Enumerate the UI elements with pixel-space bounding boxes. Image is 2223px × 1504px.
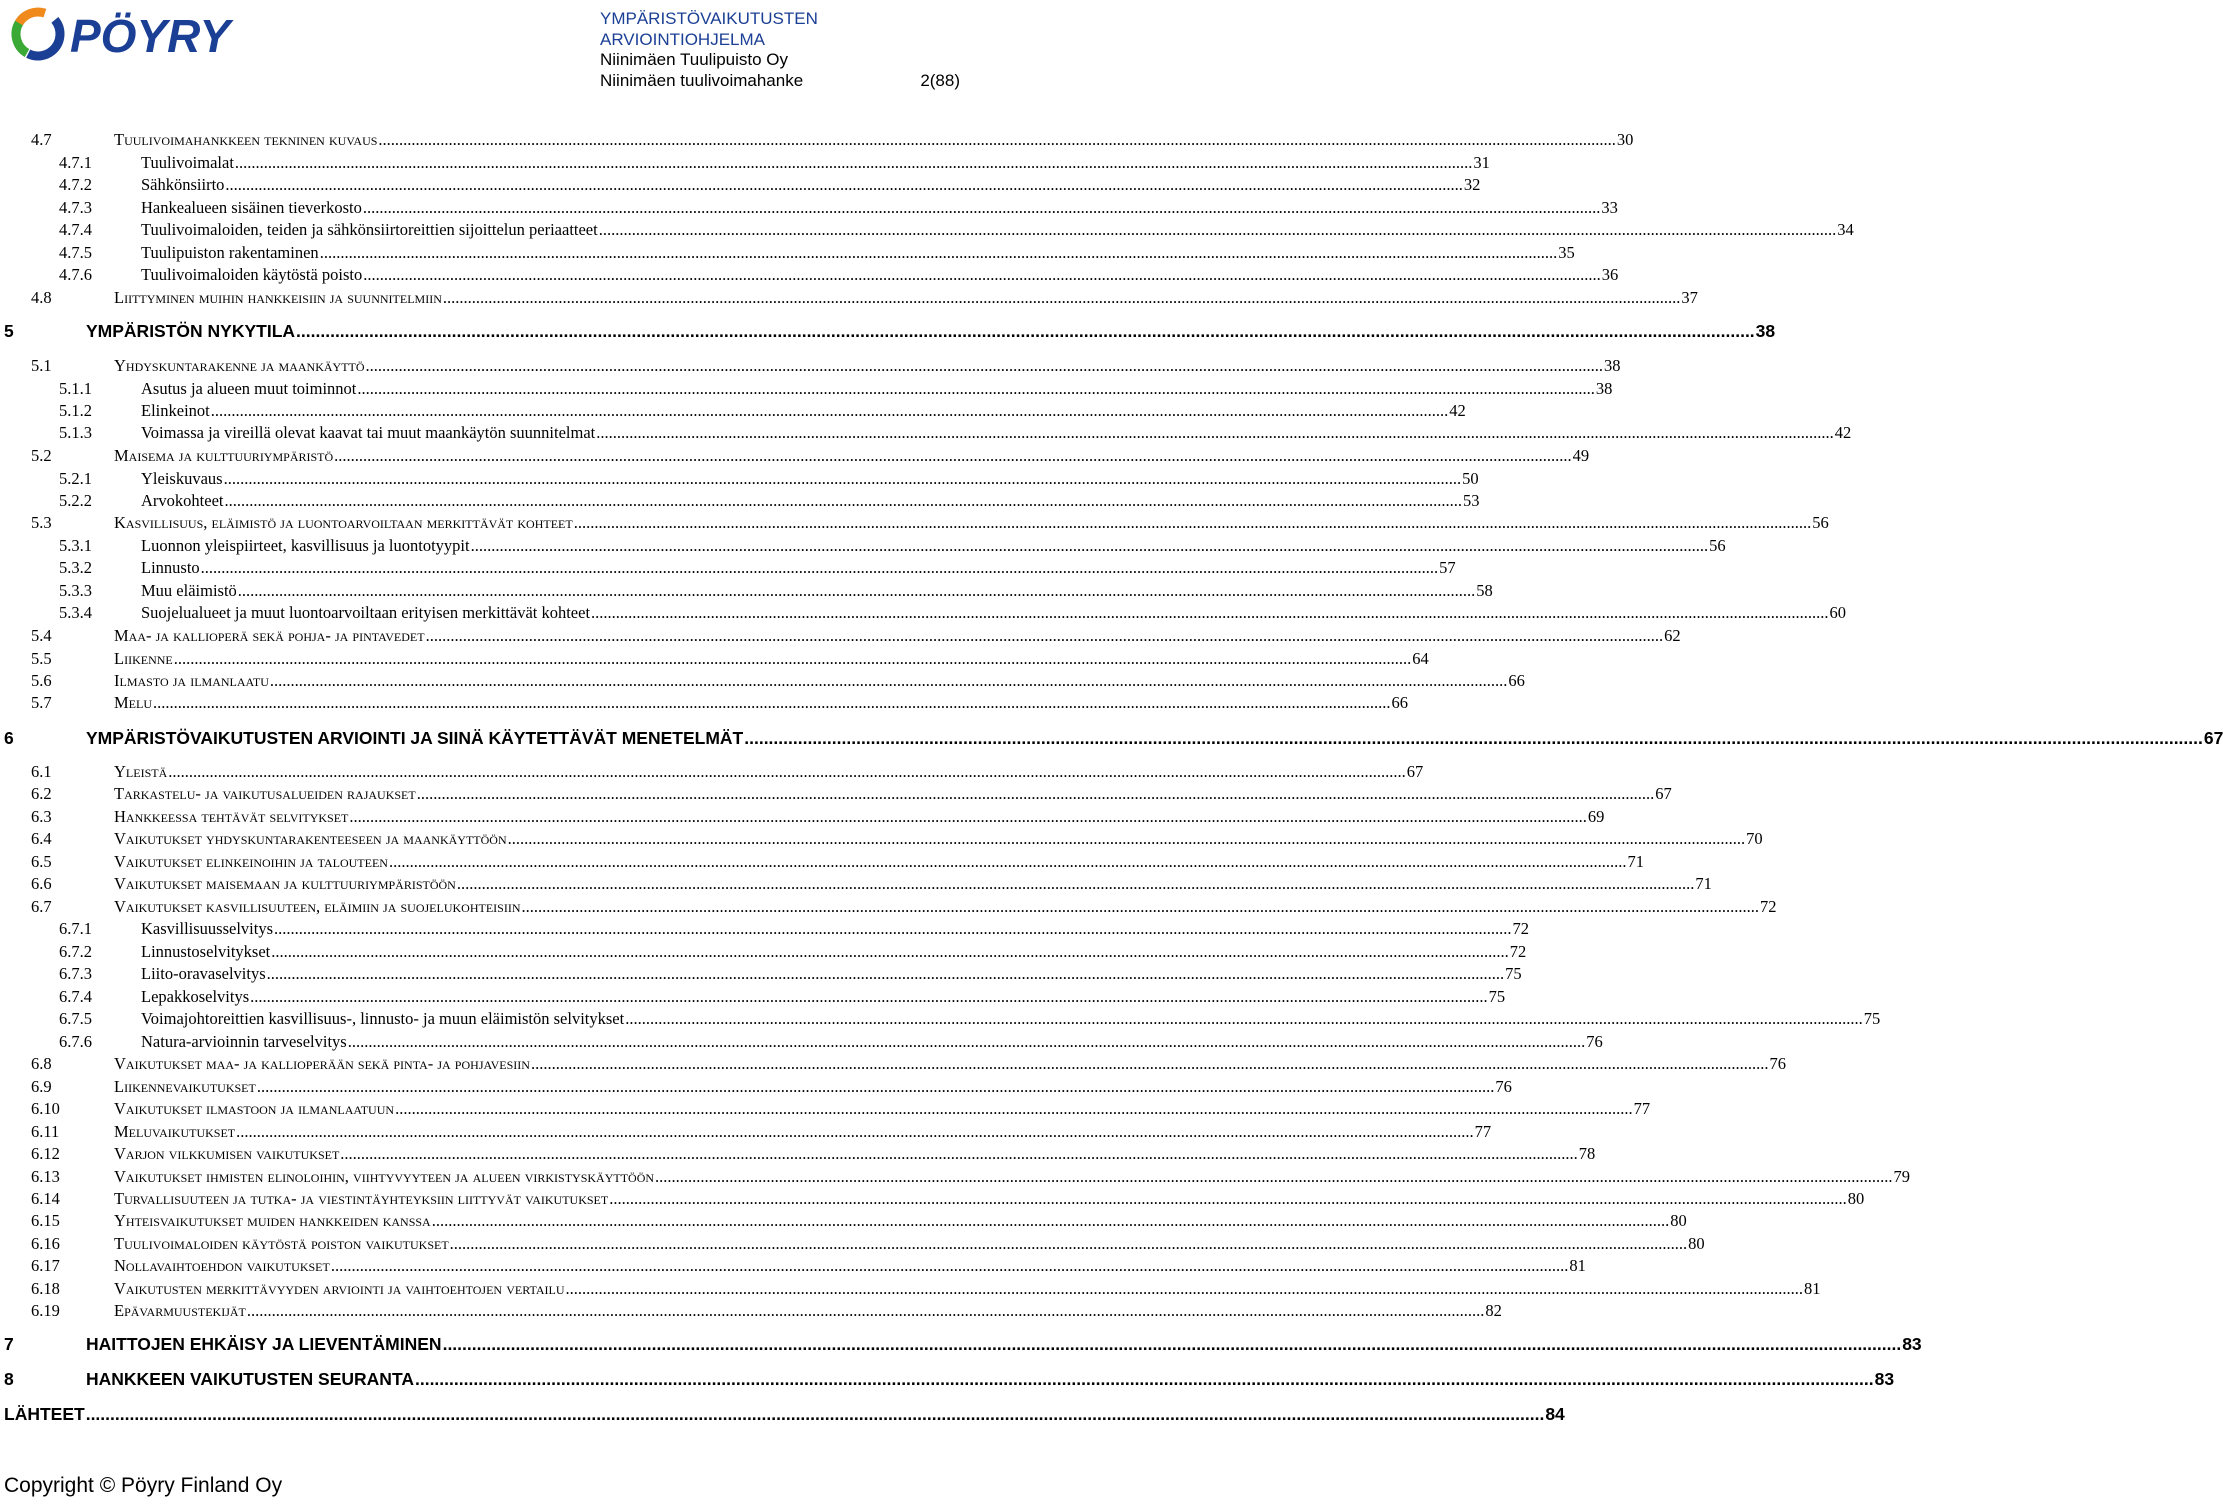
- toc-title: Maisema ja kulttuuriympäristö: [114, 446, 334, 465]
- toc-entry[interactable]: [0, 1009, 1881, 1031]
- toc-leader-dots: ............................................................................................................................................................................................................................................................................................................: [625, 1009, 1863, 1028]
- toc-leader-dots: ............................................................................................................................................................................................................................................................................................................: [395, 1099, 1633, 1118]
- toc-page-number: 64: [1412, 649, 1429, 668]
- toc-page-number: 75: [1863, 1009, 1881, 1028]
- toc-title: Luonnon yleispiirteet, kasvillisuus ja luontotyypit: [141, 536, 470, 555]
- toc-page-number: 80: [1847, 1189, 1865, 1208]
- toc-entry[interactable]: [0, 626, 1681, 648]
- toc-title: Elinkeinot: [141, 401, 210, 420]
- toc-number: 5.7: [31, 693, 52, 712]
- toc-page-number: 84: [1545, 1404, 1565, 1424]
- toc-page-number: 77: [1633, 1099, 1651, 1118]
- poyry-logo: [12, 6, 274, 62]
- toc-leader-dots: ............................................................................................................................................................................................................................................................................................................: [224, 491, 1462, 510]
- toc-leader-dots: ............................................................................................................................................................................................................................................................................................................: [330, 1256, 1569, 1275]
- toc-entry[interactable]: [0, 491, 1480, 513]
- toc-page-number: 71: [1695, 874, 1712, 893]
- toc-leader-dots: ............................................................................................................................................................................................................................................................................................................: [598, 220, 1837, 239]
- toc-entry[interactable]: [0, 1334, 1922, 1356]
- toc-number: 6.7.4: [59, 987, 92, 1006]
- toc-entry[interactable]: [0, 603, 1847, 625]
- toc-entry[interactable]: [0, 321, 1776, 343]
- page-header: [0, 0, 960, 100]
- toc-number: 5.3.3: [59, 581, 92, 600]
- toc-page-number: 77: [1474, 1122, 1492, 1141]
- toc-leader-dots: ............................................................................................................................................................................................................................................................................................................: [210, 401, 1449, 420]
- toc-entry[interactable]: [0, 649, 1429, 671]
- toc-title: Tuulivoimahankkeen tekninen kuvaus: [114, 130, 378, 149]
- toc-title: Lepakkoselvitys: [141, 987, 250, 1006]
- toc-entry[interactable]: [0, 1256, 1586, 1278]
- toc-entry[interactable]: [0, 401, 1466, 423]
- toc-page-number: 80: [1688, 1234, 1705, 1253]
- toc-title: Suojelualueet ja muut luontoarvoiltaan erityisen merkittävät kohteet: [141, 603, 591, 622]
- toc-page-number: 31: [1473, 153, 1490, 172]
- toc-leader-dots: ............................................................................................................................................................................................................................................................................................................: [223, 469, 1462, 488]
- toc-title: Yhteisvaikutukset muiden hankkeiden kanssa: [114, 1211, 431, 1230]
- toc-entry[interactable]: [0, 243, 1575, 265]
- toc-page-number: 66: [1391, 693, 1408, 712]
- toc-title: Linnustoselvitykset: [141, 942, 271, 961]
- toc-leader-dots: ............................................................................................................................................................................................................................................................................................................: [246, 1301, 1485, 1320]
- toc-page-number: 56: [1709, 536, 1726, 555]
- toc-number: 7: [4, 1334, 14, 1354]
- toc-entry[interactable]: [0, 874, 1712, 896]
- toc-number: 5: [4, 321, 14, 341]
- toc-page-number: 82: [1485, 1301, 1502, 1320]
- toc-number: 4.7.6: [59, 265, 92, 284]
- toc-number: 5.2.2: [59, 491, 92, 510]
- toc-title: Vaikutukset maa- ja kallioperään sekä pinta- ja pohjavesiin: [114, 1054, 530, 1073]
- toc-number: 4.7.2: [59, 175, 92, 194]
- toc-page-number: 67: [1406, 762, 1424, 781]
- toc-leader-dots: ............................................................................................................................................................................................................................................................................................................: [609, 1189, 1847, 1208]
- toc-leader-dots: ............................................................................................................................................................................................................................................................................................................: [271, 942, 1509, 961]
- toc-title: Vaikutusten merkittävyyden arviointi ja vaihtoehtojen vertailu: [114, 1279, 565, 1298]
- toc-number: 8: [4, 1369, 14, 1389]
- toc-number: 6.7: [31, 897, 52, 916]
- toc-leader-dots: ............................................................................................................................................................................................................................................................................................................: [200, 558, 1439, 577]
- toc-page-number: 67: [1655, 784, 1672, 803]
- toc-leader-dots: ............................................................................................................................................................................................................................................................................................................: [236, 1122, 1474, 1141]
- toc-page-number: 36: [1601, 265, 1619, 284]
- toc-leader-dots: ............................................................................................................................................................................................................................................................................................................: [388, 852, 1627, 871]
- toc-entry[interactable]: [0, 198, 1618, 220]
- toc-number: 6.16: [31, 1234, 60, 1253]
- toc-number: 6.9: [31, 1077, 52, 1096]
- toc-leader-dots: ............................................................................................................................................................................................................................................................................................................: [573, 513, 1812, 532]
- toc-number: 5.1.2: [59, 401, 92, 420]
- toc-number: 5.5: [31, 649, 52, 668]
- toc-title: Hankkeessa tehtävät selvitykset: [114, 807, 349, 826]
- toc-number: 6.10: [31, 1099, 60, 1118]
- toc-title: Tarkastelu- ja vaikutusalueiden rajaukset: [114, 784, 416, 803]
- toc-title: Epävarmuustekijät: [114, 1301, 246, 1320]
- toc-leader-dots: ............................................................................................................................................................................................................................................................................................................: [655, 1167, 1893, 1186]
- toc-title: Liikenne: [114, 649, 173, 668]
- toc-page-number: 76: [1495, 1077, 1512, 1096]
- toc-leader-dots: ............................................................................................................................................................................................................................................................................................................: [334, 446, 1572, 465]
- toc-title: Maa- ja kallioperä sekä pohja- ja pintavedet: [114, 626, 425, 645]
- toc-title: Liito-oravaselvitys: [141, 964, 266, 983]
- toc-entry[interactable]: [0, 852, 1644, 874]
- toc-entry[interactable]: [0, 1054, 1786, 1076]
- toc-page-number: 71: [1627, 852, 1644, 871]
- toc-leader-dots: ............................................................................................................................................................................................................................................................................................................: [442, 1334, 1902, 1354]
- toc-title: HANKKEEN VAIKUTUSTEN SEURANTA: [86, 1369, 414, 1389]
- toc-page-number: 79: [1893, 1167, 1911, 1186]
- toc-number: 4.7.1: [59, 153, 92, 172]
- page-number: 2(88): [920, 70, 960, 90]
- toc-number: 6.17: [31, 1256, 60, 1275]
- toc-page-number: 38: [1755, 321, 1776, 341]
- toc-page-number: 80: [1670, 1211, 1687, 1230]
- toc-number: 5.1.3: [59, 423, 92, 442]
- toc-title: Ilmasto ja ilmanlaatu: [114, 671, 269, 690]
- toc-leader-dots: ............................................................................................................................................................................................................................................................................................................: [591, 603, 1829, 622]
- toc-number: 5.6: [31, 671, 52, 690]
- toc-number: 4.7: [31, 130, 52, 149]
- toc-entry[interactable]: [0, 1032, 1603, 1054]
- toc-entry[interactable]: [0, 1144, 1596, 1166]
- toc-entry[interactable]: [0, 942, 1527, 964]
- toc-title: Nollavaihtoehdon vaikutukset: [114, 1256, 330, 1275]
- toc-page-number: 70: [1746, 829, 1763, 848]
- toc-entry[interactable]: [0, 1077, 1512, 1099]
- toc-entry[interactable]: [0, 693, 1408, 715]
- toc-leader-dots: ............................................................................................................................................................................................................................................................................................................: [296, 321, 1755, 341]
- toc-title: Voimassa ja vireillä olevat kaavat tai muut maankäytön suunnitelmat: [141, 423, 596, 442]
- toc-page-number: 37: [1681, 288, 1698, 307]
- toc-title: Hankealueen sisäinen tieverkosto: [141, 198, 362, 217]
- toc-leader-dots: ............................................................................................................................................................................................................................................................................................................: [85, 1404, 1545, 1424]
- toc-leader-dots: ............................................................................................................................................................................................................................................................................................................: [416, 784, 1655, 803]
- toc-page-number: 75: [1488, 987, 1506, 1006]
- toc-leader-dots: ............................................................................................................................................................................................................................................................................................................: [269, 671, 1508, 690]
- toc-leader-dots: ............................................................................................................................................................................................................................................................................................................: [442, 288, 1681, 307]
- toc-page-number: 38: [1595, 379, 1613, 398]
- toc-title: Tuulivoimalat: [141, 153, 234, 172]
- toc-leader-dots: ............................................................................................................................................................................................................................................................................................................: [173, 649, 1412, 668]
- toc-entry[interactable]: [0, 1189, 1865, 1211]
- toc-number: 6.8: [31, 1054, 52, 1073]
- toc-title: Yhdyskuntarakenne ja maankäyttö: [114, 356, 365, 375]
- toc-leader-dots: ............................................................................................................................................................................................................................................................................................................: [449, 1234, 1688, 1253]
- toc-page-number: 76: [1586, 1032, 1603, 1051]
- toc-title: YMPÄRISTÖVAIKUTUSTEN ARVIOINTI JA SIINÄ KÄYTETTÄVÄT MENETELMÄT: [86, 728, 744, 748]
- toc-number: 6.19: [31, 1301, 60, 1320]
- toc-entry[interactable]: [0, 1211, 1687, 1233]
- toc-entry[interactable]: [0, 919, 1530, 941]
- toc-page-number: 33: [1601, 198, 1618, 217]
- toc-number: 5.3.2: [59, 558, 92, 577]
- toc-entry[interactable]: [0, 1099, 1651, 1121]
- toc-page-number: 62: [1664, 626, 1681, 645]
- toc-entry[interactable]: [0, 558, 1456, 580]
- toc-entry[interactable]: [0, 175, 1481, 197]
- toc-entry[interactable]: [0, 762, 1424, 784]
- toc-leader-dots: ............................................................................................................................................................................................................................................................................................................: [414, 1369, 1874, 1389]
- toc-page-number: 42: [1449, 401, 1466, 420]
- toc-entry[interactable]: [0, 356, 1621, 378]
- toc-title: Vaikutukset yhdyskuntarakenteeseen ja maankäyttöön: [114, 829, 507, 848]
- toc-title: Liikennevaikutukset: [114, 1077, 256, 1096]
- company-name: Niinimäen Tuulipuisto Oy: [600, 50, 789, 69]
- toc-entry[interactable]: [0, 265, 1619, 287]
- toc-number: 6.4: [31, 829, 52, 848]
- toc-title: Kasvillisuus, eläimistö ja luontoarvoiltaan merkittävät kohteet: [114, 513, 573, 532]
- toc-entry[interactable]: [0, 897, 1777, 919]
- toc-title: Tuulivoimaloiden käytöstä poiston vaikutukset: [114, 1234, 449, 1253]
- toc-page-number: 72: [1509, 942, 1527, 961]
- toc-number: 5.2.1: [59, 469, 92, 488]
- toc-leader-dots: ............................................................................................................................................................................................................................................................................................................: [225, 175, 1463, 194]
- toc-page-number: 60: [1829, 603, 1847, 622]
- toc-entry[interactable]: [0, 1122, 1492, 1144]
- toc-title: HAITTOJEN EHKÄISY JA LIEVENTÄMINEN: [86, 1334, 442, 1354]
- toc-entry[interactable]: [0, 987, 1506, 1009]
- toc-leader-dots: ............................................................................................................................................................................................................................................................................................................: [365, 356, 1604, 375]
- toc-number: 4.7.5: [59, 243, 92, 262]
- toc-leader-dots: ............................................................................................................................................................................................................................................................................................................: [456, 874, 1695, 893]
- toc-page-number: 30: [1616, 130, 1634, 149]
- toc-title: Tuulipuiston rakentaminen: [141, 243, 319, 262]
- toc-page-number: 75: [1505, 964, 1522, 983]
- toc-page-number: 78: [1578, 1144, 1596, 1163]
- doc-title-line2: ARVIOINTIOHJELMA: [600, 29, 765, 49]
- toc-number: 6.7.5: [59, 1009, 92, 1028]
- toc-number: 6.7.1: [59, 919, 92, 938]
- toc-number: 5.1.1: [59, 379, 92, 398]
- toc-number: 6.7.6: [59, 1032, 92, 1051]
- toc-page-number: 49: [1572, 446, 1590, 465]
- doc-title-line1: YMPÄRISTÖVAIKUTUSTEN: [600, 9, 818, 28]
- toc-number: 5.3.4: [59, 603, 92, 622]
- toc-entry[interactable]: [0, 220, 1854, 242]
- toc-entry[interactable]: [0, 1301, 1502, 1323]
- toc-entry[interactable]: [0, 1167, 1911, 1189]
- toc-title: Vaikutukset kasvillisuuteen, eläimiin ja suojelukohteisiin: [114, 897, 521, 916]
- toc-leader-dots: ............................................................................................................................................................................................................................................................................................................: [250, 987, 1488, 1006]
- toc-page-number: 50: [1462, 469, 1479, 488]
- toc-leader-dots: ............................................................................................................................................................................................................................................................................................................: [256, 1077, 1495, 1096]
- toc-leader-dots: ............................................................................................................................................................................................................................................................................................................: [168, 762, 1406, 781]
- toc-entry[interactable]: [0, 288, 1698, 310]
- toc-leader-dots: ............................................................................................................................................................................................................................................................................................................: [431, 1211, 1670, 1230]
- toc-page-number: 38: [1604, 356, 1621, 375]
- toc-entry[interactable]: [0, 829, 1763, 851]
- toc-title: Vaikutukset ilmastoon ja ilmanlaatuun: [114, 1099, 395, 1118]
- toc-entry[interactable]: [0, 964, 1522, 986]
- toc-leader-dots: ............................................................................................................................................................................................................................................................................................................: [521, 897, 1759, 916]
- toc-entry[interactable]: [0, 807, 1605, 829]
- toc-number: 6.1: [31, 762, 52, 781]
- project-name: Niinimäen tuulivoimahanke: [600, 70, 804, 90]
- toc-title: Asutus ja alueen muut toiminnot: [141, 379, 357, 398]
- header-text: [600, 9, 960, 91]
- toc-leader-dots: ............................................................................................................................................................................................................................................................................................................: [340, 1144, 1578, 1163]
- toc-entry[interactable]: [0, 423, 1852, 445]
- toc-page-number: 67: [2203, 728, 2223, 748]
- toc-title: YMPÄRISTÖN NYKYTILA: [86, 321, 296, 341]
- toc-page-number: 72: [1760, 897, 1777, 916]
- toc-leader-dots: ............................................................................................................................................................................................................................................................................................................: [153, 693, 1391, 712]
- toc-title: Sähkönsiirto: [141, 175, 225, 194]
- toc-title: Kasvillisuusselvitys: [141, 919, 274, 938]
- toc-number: 6.12: [31, 1144, 60, 1163]
- toc-leader-dots: ............................................................................................................................................................................................................................................................................................................: [507, 829, 1746, 848]
- toc-leader-dots: ............................................................................................................................................................................................................................................................................................................: [363, 265, 1601, 284]
- toc-page-number: 72: [1512, 919, 1530, 938]
- toc-title: Vaikutukset ihmisten elinoloihin, viihtyvyyteen ja alueen virkistyskäyttöön: [114, 1167, 655, 1186]
- toc-title: LÄHTEET: [4, 1404, 85, 1424]
- toc-entry[interactable]: [0, 581, 1493, 603]
- toc-number: 6.7.3: [59, 964, 92, 983]
- toc-entry[interactable]: [0, 379, 1613, 401]
- toc-number: 5.1: [31, 356, 52, 375]
- toc-entry[interactable]: [0, 153, 1490, 175]
- toc-leader-dots: ............................................................................................................................................................................................................................................................................................................: [470, 536, 1709, 555]
- toc-number: 6.3: [31, 807, 52, 826]
- toc-number: 6.11: [31, 1122, 60, 1141]
- toc-page-number: 56: [1812, 513, 1829, 532]
- toc-page-number: 42: [1834, 423, 1852, 442]
- toc-title: Arvokohteet: [141, 491, 224, 510]
- toc-page-number: 57: [1439, 558, 1456, 577]
- toc-leader-dots: ............................................................................................................................................................................................................................................................................................................: [319, 243, 1558, 262]
- toc-title: Muu eläimistö: [141, 581, 237, 600]
- toc-page-number: 32: [1463, 175, 1481, 194]
- toc-entry[interactable]: [0, 469, 1479, 491]
- toc-entry[interactable]: [0, 671, 1525, 693]
- logo-text: PÖYRY: [70, 10, 231, 62]
- toc-number: 6.18: [31, 1279, 60, 1298]
- toc-number: 6.5: [31, 852, 52, 871]
- toc-number: 4.8: [31, 288, 52, 307]
- toc-page-number: 69: [1587, 807, 1605, 826]
- toc-leader-dots: ............................................................................................................................................................................................................................................................................................................: [237, 581, 1476, 600]
- toc-title: Meluvaikutukset: [114, 1122, 236, 1141]
- toc-title: Vaikutukset maisemaan ja kulttuuriympäristöön: [114, 874, 456, 893]
- toc-entry[interactable]: [0, 1369, 1895, 1391]
- toc-number: 5.3.1: [59, 536, 92, 555]
- toc-title: Yleiskuvaus: [141, 469, 223, 488]
- toc-leader-dots: ............................................................................................................................................................................................................................................................................................................: [425, 626, 1664, 645]
- toc-page-number: 34: [1837, 220, 1854, 239]
- toc-title: Tuulivoimaloiden käytöstä poisto: [141, 265, 363, 284]
- toc-page-number: 81: [1804, 1279, 1821, 1298]
- toc-page-number: 81: [1569, 1256, 1586, 1275]
- toc-entry[interactable]: [0, 1279, 1821, 1301]
- toc-entry[interactable]: [0, 1234, 1705, 1256]
- toc-leader-dots: ............................................................................................................................................................................................................................................................................................................: [565, 1279, 1804, 1298]
- toc-number: 6: [4, 728, 14, 748]
- toc-leader-dots: ............................................................................................................................................................................................................................................................................................................: [530, 1054, 1769, 1073]
- footer-copyright: Copyright © Pöyry Finland Oy: [4, 1474, 283, 1497]
- toc-title: Turvallisuuteen ja tutka- ja viestintäyhteyksiin liittyvät vaikutukset: [114, 1189, 609, 1208]
- toc-title: Voimajohtoreittien kasvillisuus-, linnusto- ja muun eläimistön selvitykset: [141, 1009, 625, 1028]
- toc-leader-dots: ............................................................................................................................................................................................................................................................................................................: [357, 379, 1595, 398]
- toc-number: 6.7.2: [59, 942, 92, 961]
- toc-title: Natura-arvioinnin tarveselvitys: [141, 1032, 347, 1051]
- toc-title: Varjon vilkkumisen vaikutukset: [114, 1144, 340, 1163]
- toc-title: Tuulivoimaloiden, teiden ja sähkönsiirtoreittien sijoittelun periaatteet: [141, 220, 598, 239]
- toc-page-number: 83: [1874, 1369, 1895, 1389]
- toc-number: 4.7.4: [59, 220, 92, 239]
- toc-page-number: 58: [1476, 581, 1493, 600]
- toc-title: Yleistä: [114, 762, 168, 781]
- toc-page-number: 53: [1462, 491, 1480, 510]
- toc-page-number: 66: [1508, 671, 1525, 690]
- toc-number: 4.7.3: [59, 198, 92, 217]
- toc-title: Melu: [114, 693, 152, 712]
- toc-title: Linnusto: [141, 558, 200, 577]
- toc-leader-dots: ............................................................................................................................................................................................................................................................................................................: [362, 198, 1601, 217]
- toc-entry[interactable]: [0, 784, 1672, 806]
- toc-entry[interactable]: [0, 536, 1726, 558]
- toc-entry[interactable]: [0, 513, 1829, 535]
- toc-number: 5.3: [31, 513, 52, 532]
- toc-entry[interactable]: [0, 446, 1590, 468]
- toc-page-number: 35: [1558, 243, 1575, 262]
- toc-leader-dots: ............................................................................................................................................................................................................................................................................................................: [274, 919, 1512, 938]
- toc-number: 5.4: [31, 626, 52, 645]
- toc-title: Liittyminen muihin hankkeisiin ja suunnitelmiin: [114, 288, 442, 307]
- toc-page-number: 83: [1902, 1334, 1922, 1354]
- toc-number: 6.15: [31, 1211, 60, 1230]
- toc-page-number: 76: [1769, 1054, 1786, 1073]
- toc-entry[interactable]: [0, 728, 2223, 750]
- toc-leader-dots: ............................................................................................................................................................................................................................................................................................................: [596, 423, 1834, 442]
- toc-leader-dots: ............................................................................................................................................................................................................................................................................................................: [266, 964, 1505, 983]
- toc-leader-dots: ............................................................................................................................................................................................................................................................................................................: [347, 1032, 1586, 1051]
- toc-title: Vaikutukset elinkeinoihin ja talouteen: [114, 852, 388, 871]
- project-line: [600, 71, 960, 92]
- toc-leader-dots: ............................................................................................................................................................................................................................................................................................................: [349, 807, 1587, 826]
- toc-number: 6.2: [31, 784, 52, 803]
- toc-leader-dots: ............................................................................................................................................................................................................................................................................................................: [234, 153, 1473, 172]
- toc-number: 6.14: [31, 1189, 60, 1208]
- toc-number: 6.13: [31, 1167, 60, 1186]
- toc-leader-dots: ............................................................................................................................................................................................................................................................................................................: [744, 728, 2203, 748]
- toc-leader-dots: ............................................................................................................................................................................................................................................................................................................: [378, 130, 1616, 149]
- toc-number: 5.2: [31, 446, 52, 465]
- toc-entry[interactable]: [0, 130, 1634, 152]
- toc-number: 6.6: [31, 874, 52, 893]
- toc-entry[interactable]: [0, 1404, 1565, 1426]
